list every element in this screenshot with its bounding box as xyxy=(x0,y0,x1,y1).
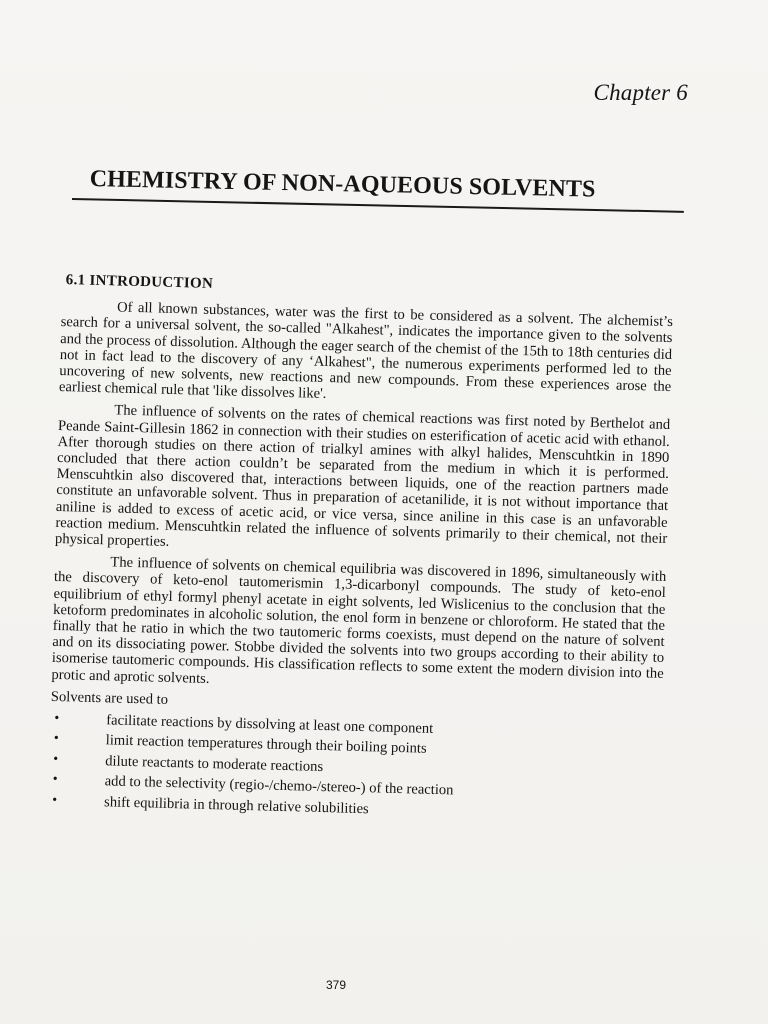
chapter-title: CHEMISTRY OF NON-AQUEOUS SOLVENTS xyxy=(89,166,596,203)
bullet-list xyxy=(48,711,662,825)
list-item-text: add to the selectivity (regio-/chemo-/stereo-) of the reaction xyxy=(104,773,454,799)
page-body xyxy=(48,272,674,829)
bullet-icon: • xyxy=(53,731,59,747)
paragraph-3: The influence of solvents on chemical equilibria was discovered in 1896, simultaneously with the discovery of keto-enol tautomerismin 1,3-dicarbonyl compounds. The study of keto-enol equilibrium of ethyl formyl phenyl acetate in eight solvents, led Wislicenius to the conclusion that the ketoform predominates in alcoholic solution, the enol form in benzene or chloroform. He stated that the finally that he ratio in which the two tautomeric forms coexists, must depend on the nature of solvent and on its dissociating power. Stobbe divided the solvents into two groups according to their ability to isomerise tautomeric compounds. His classification reflects to some extent the modern division into the protic and aprotic solvents. xyxy=(51,554,667,687)
bullet-icon: • xyxy=(52,772,58,788)
bullet-icon: • xyxy=(54,711,60,727)
paragraph-1: Of all known substances, water was the first to be considered as a solvent. The alchemist’s search for a universal solvent, the so-called "Alkahest", indicates the importance given to the solvents and the process of dissolution. Although the eager search of the chemist of the 15th to 18th centuries did not in fact lead to the discovery of any ‘Alkahest", the numerous experiments performed led to the uncovering of new solvents, new reactions and new compounds. From these experiences arose the earliest chemical rule that 'like dissolves like'. xyxy=(58,299,674,403)
list-intro: Solvents are used to xyxy=(50,688,169,708)
bullet-icon: • xyxy=(53,751,59,767)
page-number: 379 xyxy=(326,978,347,992)
list-item-text: facilitate reactions by dissolving at least one component xyxy=(106,712,434,737)
list-item-text: limit reaction temperatures through their boiling points xyxy=(105,732,427,758)
list-item-text: dilute reactants to moderate reactions xyxy=(104,753,324,775)
chapter-label: Chapter 6 xyxy=(593,80,688,105)
bullet-icon: • xyxy=(51,792,58,808)
paragraph-2: The influence of solvents on the rates of chemical reactions was first noted by Berthelot and Peande Saint-Gillesin 1862 in connection with their studies on esterification of acetic acid with ethanol. After thorough studies on there action of trialkyl amines with alkyl halides, Menscuhtkin in 1890 concluded that there action couldn’t be separated from the medium in which it is performed. Menscuhtkin also discovered that, interactions between liquids, one of the reaction partners made constitute an unfavorable solvent. Thus in preparation of acetanilide, it is not without importance that aniline is added to excess of acetic acid, or vice versa, since aniline in this case is an unfavorable reaction medium. Menscuhtkin related the influence of solvents primarily to their chemical, not their physical properties. xyxy=(54,402,671,550)
section-heading: 6.1 INTRODUCTION xyxy=(65,272,214,292)
list-item-text: shift equilibria in through relative solubilities xyxy=(103,793,369,817)
